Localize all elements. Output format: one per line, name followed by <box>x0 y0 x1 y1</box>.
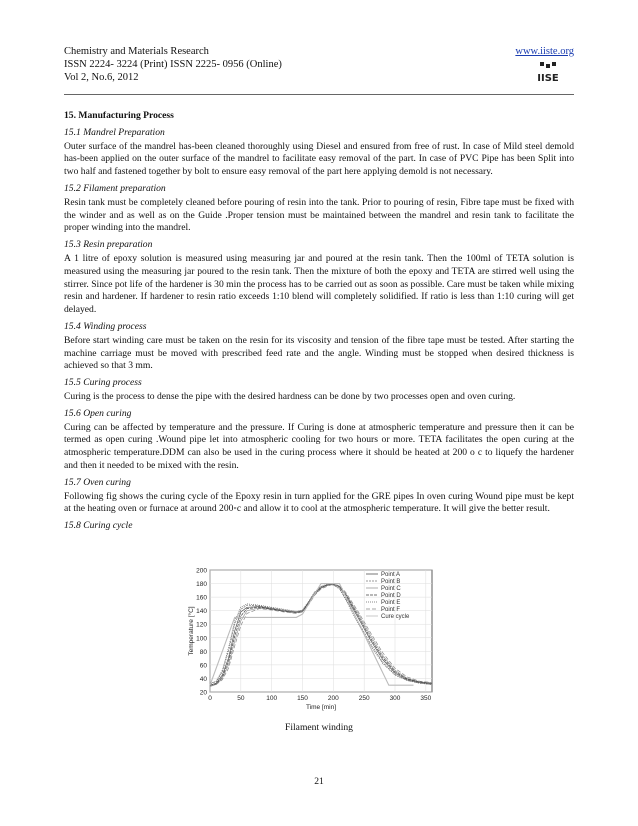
subsection-heading-filament: 15.2 Filament preparation <box>64 182 166 194</box>
paragraph-winding: Before start winding care must be taken on the resin for its viscosity and tension of the fibre tape must be tested. After starting the machine carriage must be moved with prescribed feed rate and the angle. Winding must be stopped when desired thickness is achieved so that 3 mm. <box>64 334 574 372</box>
paragraph-open-curing: Curing can be affected by temperature and the pressure. If Curing is done at atmospheric temperature and pressure then it can be termed as open curing .Wound pipe let into atmospheric cooling for two hours or more. TETA facilitates the open curing at the atmospheric temperature.DDM can also be used in the curing process where it should be heated at 200 o c to liquefy the hardener and then it needed to be mixed with the resin. <box>64 421 574 471</box>
legend-label: Point E <box>381 600 401 607</box>
article-body <box>64 110 574 534</box>
figure-caption: Filament winding <box>285 722 353 733</box>
x-tick-label: 350 <box>420 695 432 702</box>
iiste-logo <box>536 62 560 84</box>
subsection-heading-curing-cycle: 15.8 Curing cycle <box>64 520 133 532</box>
legend-label: Cure cycle <box>381 614 410 621</box>
paragraph-filament: Resin tank must be completely cleaned before pouring of resin into the tank. Prior to pouring of resin, Fibre tape must be fixed with the winder and as well as on the Guide .Proper tension must be maintained between the mandrel and resin tank to facilitate the proper winding into the mandrel. <box>64 196 574 234</box>
legend-label: Point A <box>381 572 401 579</box>
x-tick-label: 200 <box>327 695 339 702</box>
paragraph-mandrel: Outer surface of the mandrel has-been cleaned thoroughly using Diesel and ensured from free of rust. In case of Mild steel demold has-been applied on the outer surface of the mandrel to facilitate easy removal of the part. In case of PVC Pipe has been Split into two half and fastened together by bolt to ensure easy removal of the part here applying demold is not necessary. <box>64 140 574 178</box>
curing-cycle-chart <box>170 564 438 712</box>
y-tick-label: 60 <box>199 662 207 670</box>
issn-line: ISSN 2224- 3224 (Print) ISSN 2225- 0956 (Online) <box>64 59 282 70</box>
paragraph-resin: A 1 litre of epoxy solution is measured using measuring jar and poured at the resin tank. Then the 100ml of TETA solution is measured using the measuring jar poured to the resin tank. Then the mixture of both the epoxy and TETA are stirred well using the stirrer. Since pot life of the hardener is 30 min the process has to be carried out as soon as possible. Care must be taken while mixing resin and hardener. If hardener to resin ratio exceeds 1:10 blend will completely solidified. If ratio is less than 1:10 curing will get delayed. <box>64 252 574 316</box>
journal-url-link[interactable]: www.iiste.org <box>515 46 574 57</box>
x-axis-label: Time [min] <box>305 704 337 711</box>
y-tick-label: 120 <box>196 621 207 629</box>
legend-label: Point D <box>381 593 401 600</box>
legend-label: Point F <box>381 607 401 614</box>
journal-name: Chemistry and Materials Research <box>64 46 209 57</box>
logo-lettering: IISE <box>537 73 559 84</box>
subsection-heading-resin: 15.3 Resin preparation <box>64 239 153 251</box>
y-tick-label: 200 <box>196 567 207 575</box>
x-tick-label: 250 <box>358 695 370 702</box>
y-tick-label: 20 <box>199 689 207 697</box>
x-tick-label: 100 <box>266 695 278 702</box>
volume-line: Vol 2, No.6, 2012 <box>64 72 139 83</box>
x-tick-label: 300 <box>389 695 401 702</box>
subsection-heading-oven-curing: 15.7 Oven curing <box>64 476 131 488</box>
y-tick-label: 160 <box>196 594 207 602</box>
section-title: 15. Manufacturing Process <box>64 110 174 121</box>
x-tick-label: 50 <box>237 695 245 702</box>
page-number: 21 <box>314 776 324 787</box>
x-tick-label: 150 <box>297 695 308 702</box>
subsection-heading-open-curing: 15.6 Open curing <box>64 407 132 419</box>
y-tick-label: 140 <box>196 608 207 616</box>
curing-cycle-figure <box>170 564 438 712</box>
legend-label: Point C <box>381 586 401 593</box>
subsection-heading-winding: 15.4 Winding process <box>64 320 147 332</box>
running-header <box>64 45 574 84</box>
y-tick-label: 40 <box>199 675 207 683</box>
y-tick-label: 180 <box>196 581 207 589</box>
x-tick-label: 0 <box>208 695 212 702</box>
paragraph-oven-curing: Following fig shows the curing cycle of the Epoxy resin in turn applied for the GRE pipes In oven curing Wound pipe must be kept at the heating oven or furnace at around 200◦c and allow it to cool at the atmospheric temperature. It will give the better result. <box>64 490 574 515</box>
legend-label: Point B <box>381 579 401 586</box>
subsection-heading-curing: 15.5 Curing process <box>64 377 142 389</box>
subsection-heading-mandrel: 15.1 Mandrel Preparation <box>64 126 165 138</box>
y-tick-label: 80 <box>199 648 207 656</box>
paragraph-curing: Curing is the process to dense the pipe with the desired hardness can be done by two processes open and oven curing. <box>64 390 516 402</box>
y-tick-label: 100 <box>196 635 207 643</box>
y-axis-label: Temperature [°C] <box>188 606 195 656</box>
header-divider <box>64 94 574 95</box>
